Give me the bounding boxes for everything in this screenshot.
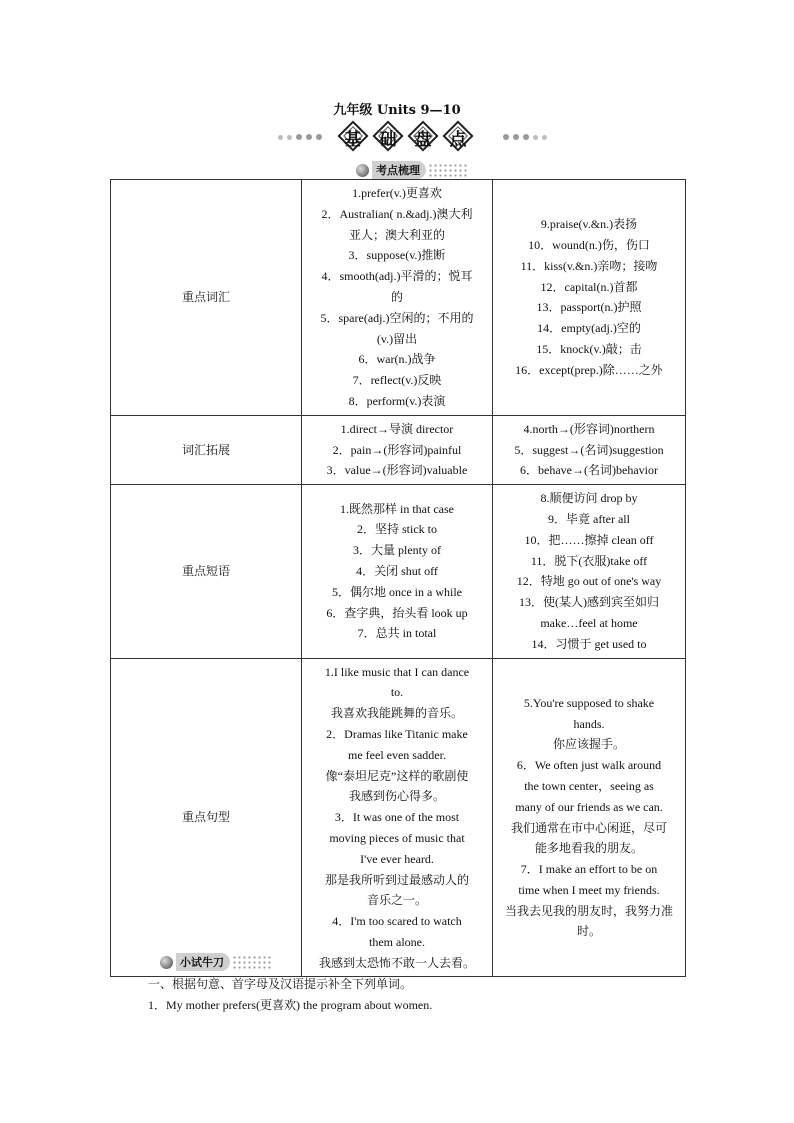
exercise-question-1: 1．My mother prefers(更喜欢) the program about women. — [148, 998, 433, 1012]
right-cell: 5.You're supposed to shake hands. 你应该握手。 6．We often just walk around the town center，seeing as many of our friends as we can. 我们通常在市中心闲逛，尽可 能多地看我的朋友。 7．I make an effort to be on time when I meet my friends. 当我去见我的朋友时，我努力准 时。 — [493, 658, 686, 977]
right-cell: 9.praise(v.&n.)表扬 10．wound(n.)伤，伤口 11．kiss(v.&n.)亲吻；接吻 12．capital(n.)首都 13．passport(n.)护照 14．empty(adj.)空的 15．knock(v.)敲；击 16．except(prep.)除……之外 — [493, 180, 686, 416]
category-cell: 重点短语 — [111, 485, 302, 658]
left-cell: 1.既然那样 in that case 2．坚持 stick to 3．大量 plenty of 4．关闭 shut off 5．偶尔地 once in a while 6．查字典，抬头看 look up 7．总共 in total — [302, 485, 493, 658]
table-row — [111, 415, 686, 484]
ball-icon — [356, 164, 369, 177]
table-row — [111, 180, 686, 416]
section-tag-review: 考点梳理 — [356, 161, 468, 179]
table-row — [111, 485, 686, 658]
left-cell: 1.direct→导演 director 2．pain→(形容词)painful 3．value→(形容词)valuable — [302, 415, 493, 484]
category-cell: 重点句型 — [111, 658, 302, 977]
category-cell: 重点词汇 — [111, 180, 302, 416]
left-cell: 1.I like music that I can dance to. 我喜欢我能跳舞的音乐。 2．Dramas like Titanic make me feel even sadder. 像“泰坦尼克”这样的歌剧使 我感到伤心得多。 3．It was one of the most moving pieces of music that I've ever heard. 那是我所听到过最感动人的 音乐之一。 4．I'm too scared to watch them alone. 我感到太恐怖不敢一人去看。 — [302, 658, 493, 977]
banner-char-1: 基 — [338, 121, 368, 151]
table-row — [111, 658, 686, 977]
decorative-dots-left — [278, 132, 322, 142]
category-cell: 词汇拓展 — [111, 415, 302, 484]
right-cell: 4.north→(形容词)northern 5．suggest→(名词)suggestion 6．behave→(名词)behavior — [493, 415, 686, 484]
page-title: 九年级 Units 9—10 — [333, 103, 461, 118]
left-cell: 1.prefer(v.)更喜欢 2．Australian( n.&adj.)澳大利 亚人；澳大利亚的 3．suppose(v.)推断 4．smooth(adj.)平滑的；悦耳 的 5．spare(adj.)空闲的；不用的 (v.)留出 6．war(n.)战争 7．reflect(v.)反映 8．perform(v.)表演 — [302, 180, 493, 416]
banner-char-4: 点 — [443, 121, 473, 151]
section-tag-practice: 小试牛刀 — [160, 953, 272, 971]
banner-char-2: 础 — [373, 121, 403, 151]
decorative-dots-right — [503, 132, 547, 142]
right-cell: 8.顺便访问 drop by 9．毕竟 after all 10．把……擦掉 clean off 11．脱下(衣服)take off 12．特地 go out of one's way 13．使(某人)感到宾至如归 make…feel at home 14．习惯于 get used to — [493, 485, 686, 658]
ball-icon — [160, 956, 173, 969]
banner-char-3: 盘 — [408, 121, 438, 151]
exercise-instruction: 一、根据句意、首字母及汉语提示补全下列单词。 — [148, 977, 413, 991]
vocabulary-table — [110, 179, 686, 977]
